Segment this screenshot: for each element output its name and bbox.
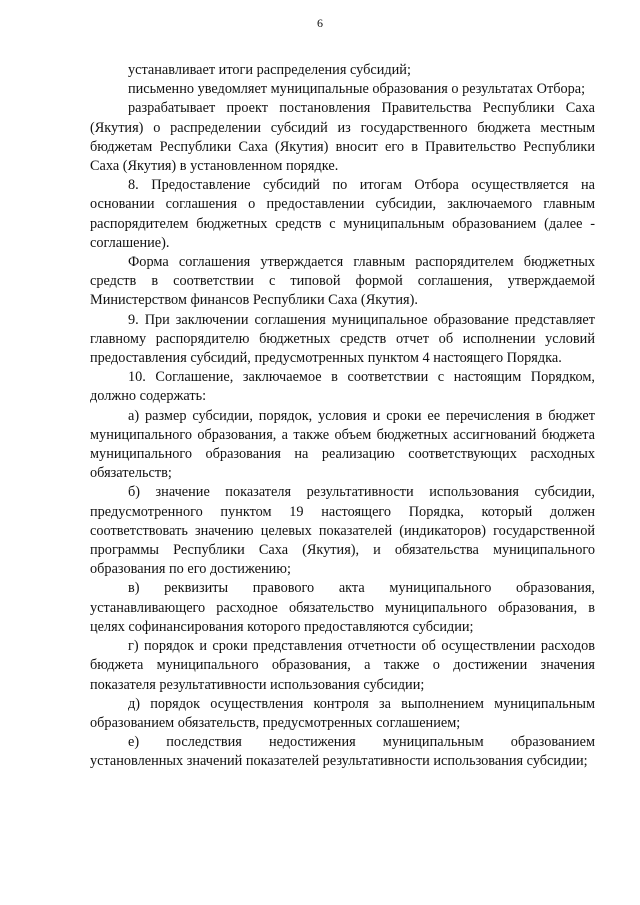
paragraph-notify-municipalities: письменно уведомляет муниципальные образования о результатах Отбора; (128, 81, 586, 98)
paragraph-summarize-results: устанавливает итоги распределения субсидий; (128, 62, 411, 78)
page-number: 6 (317, 16, 323, 30)
paragraph-subitem-a: а) размер субсидии, порядок, условия и сроки ее перечисления в бюджет муниципального образования, а также объем бюджетных ассигнований бюджета муниципального образования на реализацию соответствующих расходных обязательств; (90, 407, 595, 482)
paragraph-item-9: 9. При заключении соглашения муниципальное образование представляет главному распорядителю бюджетных средств отчет об исполнении условий предоставления субсидий, предусмотренных пунктом 4 настоящего Порядка. (90, 311, 595, 367)
paragraph-agreement-form: Форма соглашения утверждается главным распорядителем бюджетных средств в соответствии с типовой формой соглашения, утверждаемой Министерством финансов Республики Саха (Якутия). (90, 254, 595, 309)
paragraph-subitem-d: д) порядок осуществления контроля за выполнением муниципальным образованием обязательств, предусмотренных соглашением; (90, 695, 595, 731)
paragraph-draft-resolution: разрабатывает проект постановления Правительства Республики Саха (Якутия) о распределении субсидий из государственного бюджета местным бюджетам Республики Саха (Якутия) вносит его в Правительство Республики Саха (Якутия) в установленном порядке. (90, 100, 595, 175)
paragraph-item-8: 8. Предоставление субсидий по итогам Отбора осуществляется на основании соглашения о предоставлении субсидии, заключаемого главным распорядителем бюджетных средств с муниципальным образованием (далее - соглашение). (90, 177, 595, 251)
paragraph-subitem-b: б) значение показателя результативности использования субсидии, предусмотренного пунктом 19 настоящего Порядка, который должен соответствовать значению целевых показателей (индикаторов) государственной программы Республики Саха (Якутия), и обязательства муниципального образования по его достижению; (90, 484, 595, 578)
paragraph-subitem-v: в) реквизиты правового акта муниципального образования, устанавливающего расходное обязательство муниципального образования, в целях софинансирования которого предоставляются субсидии; (90, 580, 595, 635)
paragraph-subitem-g: г) порядок и сроки представления отчетности об осуществлении расходов бюджета муниципального образования, а также о достижении значения показателя результативности использования субсидии; (90, 638, 595, 693)
document-body (90, 61, 595, 772)
paragraph-item-10: 10. Соглашение, заключаемое в соответствии с настоящим Порядком, должно содержать: (90, 369, 595, 405)
paragraph-subitem-e: е) последствия недостижения муниципальным образованием установленных значений показателей результативности использования субсидии; (90, 734, 595, 770)
